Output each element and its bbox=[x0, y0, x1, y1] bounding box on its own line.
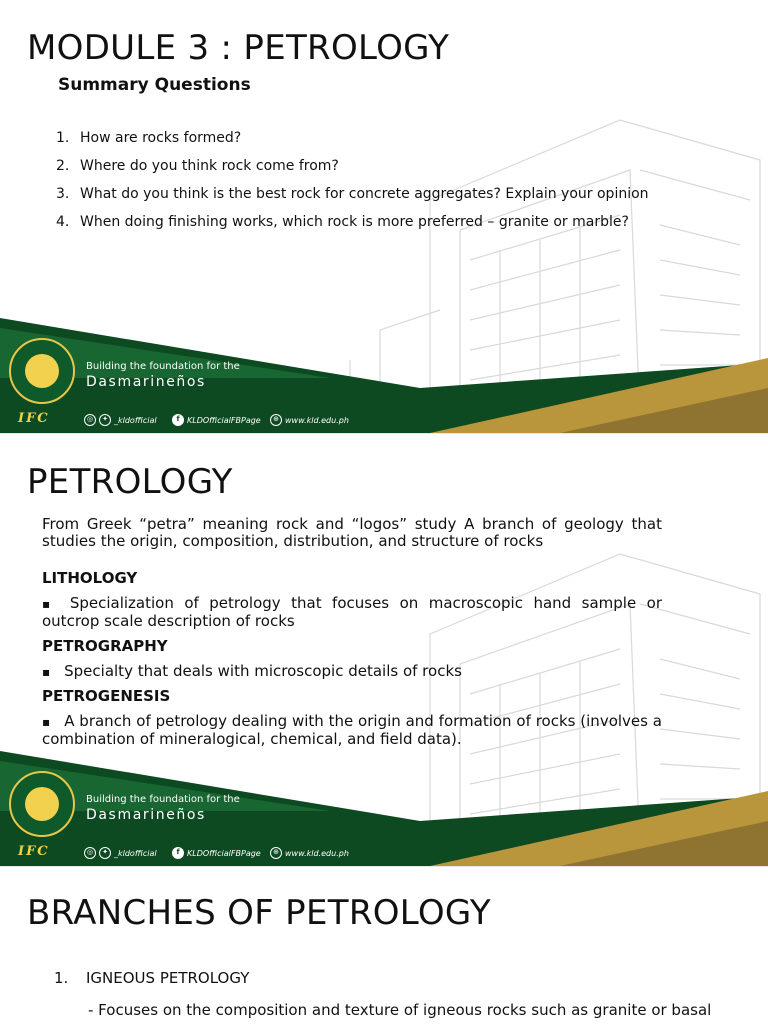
section-heading-petrography: PETROGRAPHY bbox=[42, 637, 168, 655]
globe-icon: ⊕ bbox=[270, 847, 282, 859]
section-text-petrogenesis: ▪ A branch of petrology dealing with the origin and formation of rocks (involves a combination of mineralogical, chemical, and field data). bbox=[42, 713, 662, 748]
section-heading-lithology: LITHOLOGY bbox=[42, 569, 138, 587]
question-number: 2. bbox=[56, 158, 70, 174]
website-link[interactable] bbox=[270, 414, 349, 426]
question-number: 3. bbox=[56, 186, 70, 202]
instagram-link[interactable] bbox=[84, 847, 157, 859]
question-number: 4. bbox=[56, 214, 70, 230]
slide-module-3 bbox=[0, 0, 768, 433]
footer-tagline: Building the foundation for the bbox=[86, 361, 240, 372]
branch-number: 1. bbox=[54, 969, 69, 987]
question-text: Where do you think rock come from? bbox=[80, 158, 339, 174]
slide-footer bbox=[0, 751, 768, 866]
branch-label: IGNEOUS PETROLOGY bbox=[86, 969, 250, 987]
question-text: When doing finishing works, which rock is more preferred – granite or marble? bbox=[80, 214, 629, 230]
facebook-page: KLDOfficialFBPage bbox=[187, 848, 261, 858]
website-url: www.kld.edu.ph bbox=[285, 848, 349, 858]
twitter-icon: ✦ bbox=[99, 414, 111, 426]
facebook-icon: f bbox=[172, 847, 184, 859]
question-number: 1. bbox=[56, 130, 70, 146]
website-url: www.kld.edu.ph bbox=[285, 415, 349, 425]
section-text-petrography: ▪ Specialty that deals with microscopic details of rocks bbox=[42, 663, 662, 681]
intro-paragraph: From Greek “petra” meaning rock and “logos” study A branch of geology that studies the origin, composition, distribution, and structure of rocks bbox=[42, 515, 662, 550]
facebook-link[interactable] bbox=[172, 847, 261, 859]
footer-tagline-city: Dasmarineños bbox=[86, 807, 206, 823]
list-item bbox=[56, 158, 696, 186]
slide-title: MODULE 3 : PETROLOGY bbox=[27, 28, 450, 68]
list-item bbox=[56, 130, 696, 158]
branch-description: - Focuses on the composition and texture of igneous rocks such as granite or basal bbox=[88, 1001, 712, 1019]
globe-icon: ⊕ bbox=[270, 414, 282, 426]
list-item bbox=[56, 214, 696, 242]
school-seal-logo bbox=[9, 338, 75, 404]
question-text: How are rocks formed? bbox=[80, 130, 242, 146]
ifc-logo: IFC bbox=[18, 844, 50, 859]
slide-title: PETROLOGY bbox=[27, 462, 233, 502]
school-seal-logo bbox=[9, 771, 75, 837]
list-item bbox=[54, 969, 249, 987]
question-text: What do you think is the best rock for concrete aggregates? Explain your opinion bbox=[80, 186, 649, 202]
list-item bbox=[56, 186, 696, 214]
instagram-link[interactable] bbox=[84, 414, 157, 426]
slide-footer bbox=[0, 318, 768, 433]
slide-petrology bbox=[0, 434, 768, 866]
summary-questions-list bbox=[56, 130, 696, 242]
instagram-icon: ◎ bbox=[84, 847, 96, 859]
instagram-handle: _kldofficial bbox=[114, 848, 157, 858]
section-text-lithology: ▪ Specialization of petrology that focuses on macroscopic hand sample or outcrop scale description of rocks bbox=[42, 595, 662, 630]
footer-tagline: Building the foundation for the bbox=[86, 794, 240, 805]
slide-branches-of-petrology bbox=[0, 867, 768, 1024]
ifc-logo: IFC bbox=[18, 411, 50, 426]
facebook-icon: f bbox=[172, 414, 184, 426]
twitter-icon: ✦ bbox=[99, 847, 111, 859]
instagram-icon: ◎ bbox=[84, 414, 96, 426]
website-link[interactable] bbox=[270, 847, 349, 859]
instagram-handle: _kldofficial bbox=[114, 415, 157, 425]
facebook-link[interactable] bbox=[172, 414, 261, 426]
section-heading-petrogenesis: PETROGENESIS bbox=[42, 687, 171, 705]
slide-title: BRANCHES OF PETROLOGY bbox=[27, 893, 491, 933]
facebook-page: KLDOfficialFBPage bbox=[187, 415, 261, 425]
slide-subtitle: Summary Questions bbox=[58, 75, 251, 95]
footer-tagline-city: Dasmarineños bbox=[86, 374, 206, 390]
